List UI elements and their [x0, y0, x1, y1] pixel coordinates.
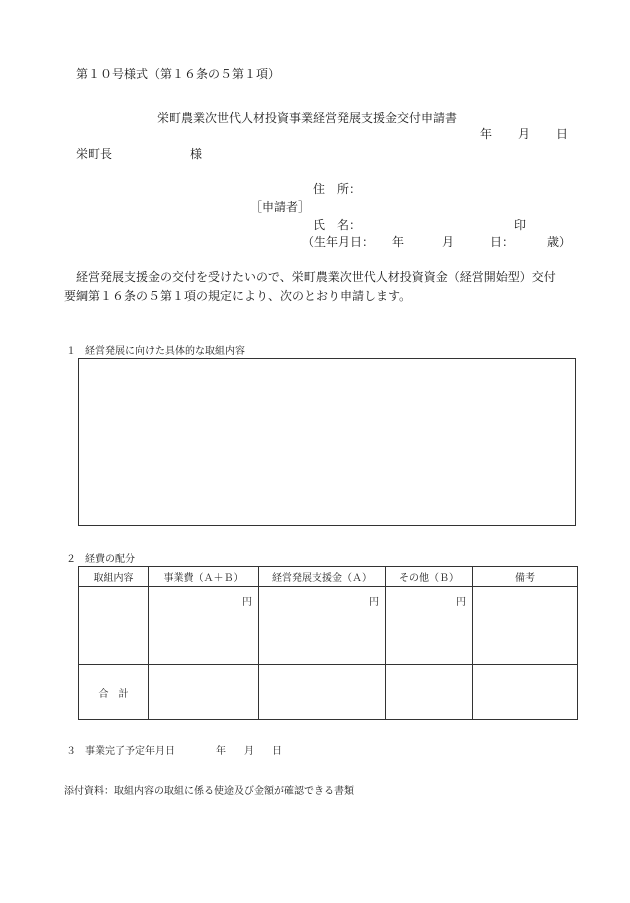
total-remarks[interactable] — [473, 665, 578, 720]
cell-project-cost[interactable] — [149, 587, 259, 665]
applicant-label: ［申請者］ — [250, 200, 311, 214]
birth-day: 日： — [490, 235, 515, 249]
form-number: 第１０号様式（第１６条の５第１項） — [76, 67, 281, 81]
header-content: 取組内容 — [79, 567, 149, 587]
attachment-note: 添付資料：取組内容の取組に係る使途及び金額が確認できる書類 — [64, 786, 354, 797]
section2-number: ２ — [66, 554, 76, 565]
section1-number: １ — [66, 346, 76, 357]
addressee-name: 栄町長 — [76, 147, 113, 161]
document-title: 栄町農業次世代人材投資事業経営発展支援金交付申請書 — [157, 111, 458, 125]
total-subsidy[interactable] — [259, 665, 386, 720]
birth-age: 歳） — [547, 235, 572, 249]
content-box[interactable] — [78, 358, 576, 526]
completion-month: 月 — [244, 746, 254, 757]
unit-yen: 円 — [456, 597, 466, 608]
section1-title: 経営発展に向けた具体的な取組内容 — [85, 346, 245, 357]
section3-number: ３ — [66, 746, 76, 757]
completion-day: 日 — [272, 746, 282, 757]
cell-remarks[interactable] — [473, 587, 578, 665]
section2-title: 経費の配分 — [85, 554, 135, 565]
total-label: 合 計 — [79, 665, 149, 720]
date-year: 年 — [480, 127, 493, 141]
date-month: 月 — [518, 127, 531, 141]
birth-open: （生年月日： — [302, 235, 375, 249]
cell-subsidy[interactable] — [259, 587, 386, 665]
completion-year: 年 — [216, 746, 226, 757]
cell-content[interactable] — [79, 587, 149, 665]
intro-line-2: 要綱第１６条の５第１項の規定により、次のとおり申請します。 — [64, 289, 412, 303]
cell-other[interactable] — [386, 587, 473, 665]
header-remarks: 備考 — [473, 567, 578, 587]
section3-title: 事業完了予定年月日 — [85, 746, 175, 757]
unit-yen: 円 — [242, 597, 252, 608]
total-project-cost[interactable] — [149, 665, 259, 720]
header-subsidy: 経営発展支援金（Ａ） — [259, 567, 386, 587]
total-other[interactable] — [386, 665, 473, 720]
unit-yen: 円 — [369, 597, 379, 608]
seal-mark: 印 — [514, 218, 527, 232]
birth-year: 年 — [392, 235, 405, 249]
addressee-honorific: 様 — [190, 147, 203, 161]
name-label: 氏 名： — [313, 218, 362, 232]
intro-line-1: 経営発展支援金の交付を受けたいので、栄町農業次世代人材投資資金（経営開始型）交付 — [76, 270, 556, 284]
header-project-cost: 事業費（Ａ＋Ｂ） — [149, 567, 259, 587]
header-other: その他（Ｂ） — [386, 567, 473, 587]
birth-month: 月 — [442, 235, 455, 249]
address-label: 住 所： — [313, 182, 362, 196]
cost-allocation-table — [78, 566, 578, 720]
date-day: 日 — [556, 127, 569, 141]
